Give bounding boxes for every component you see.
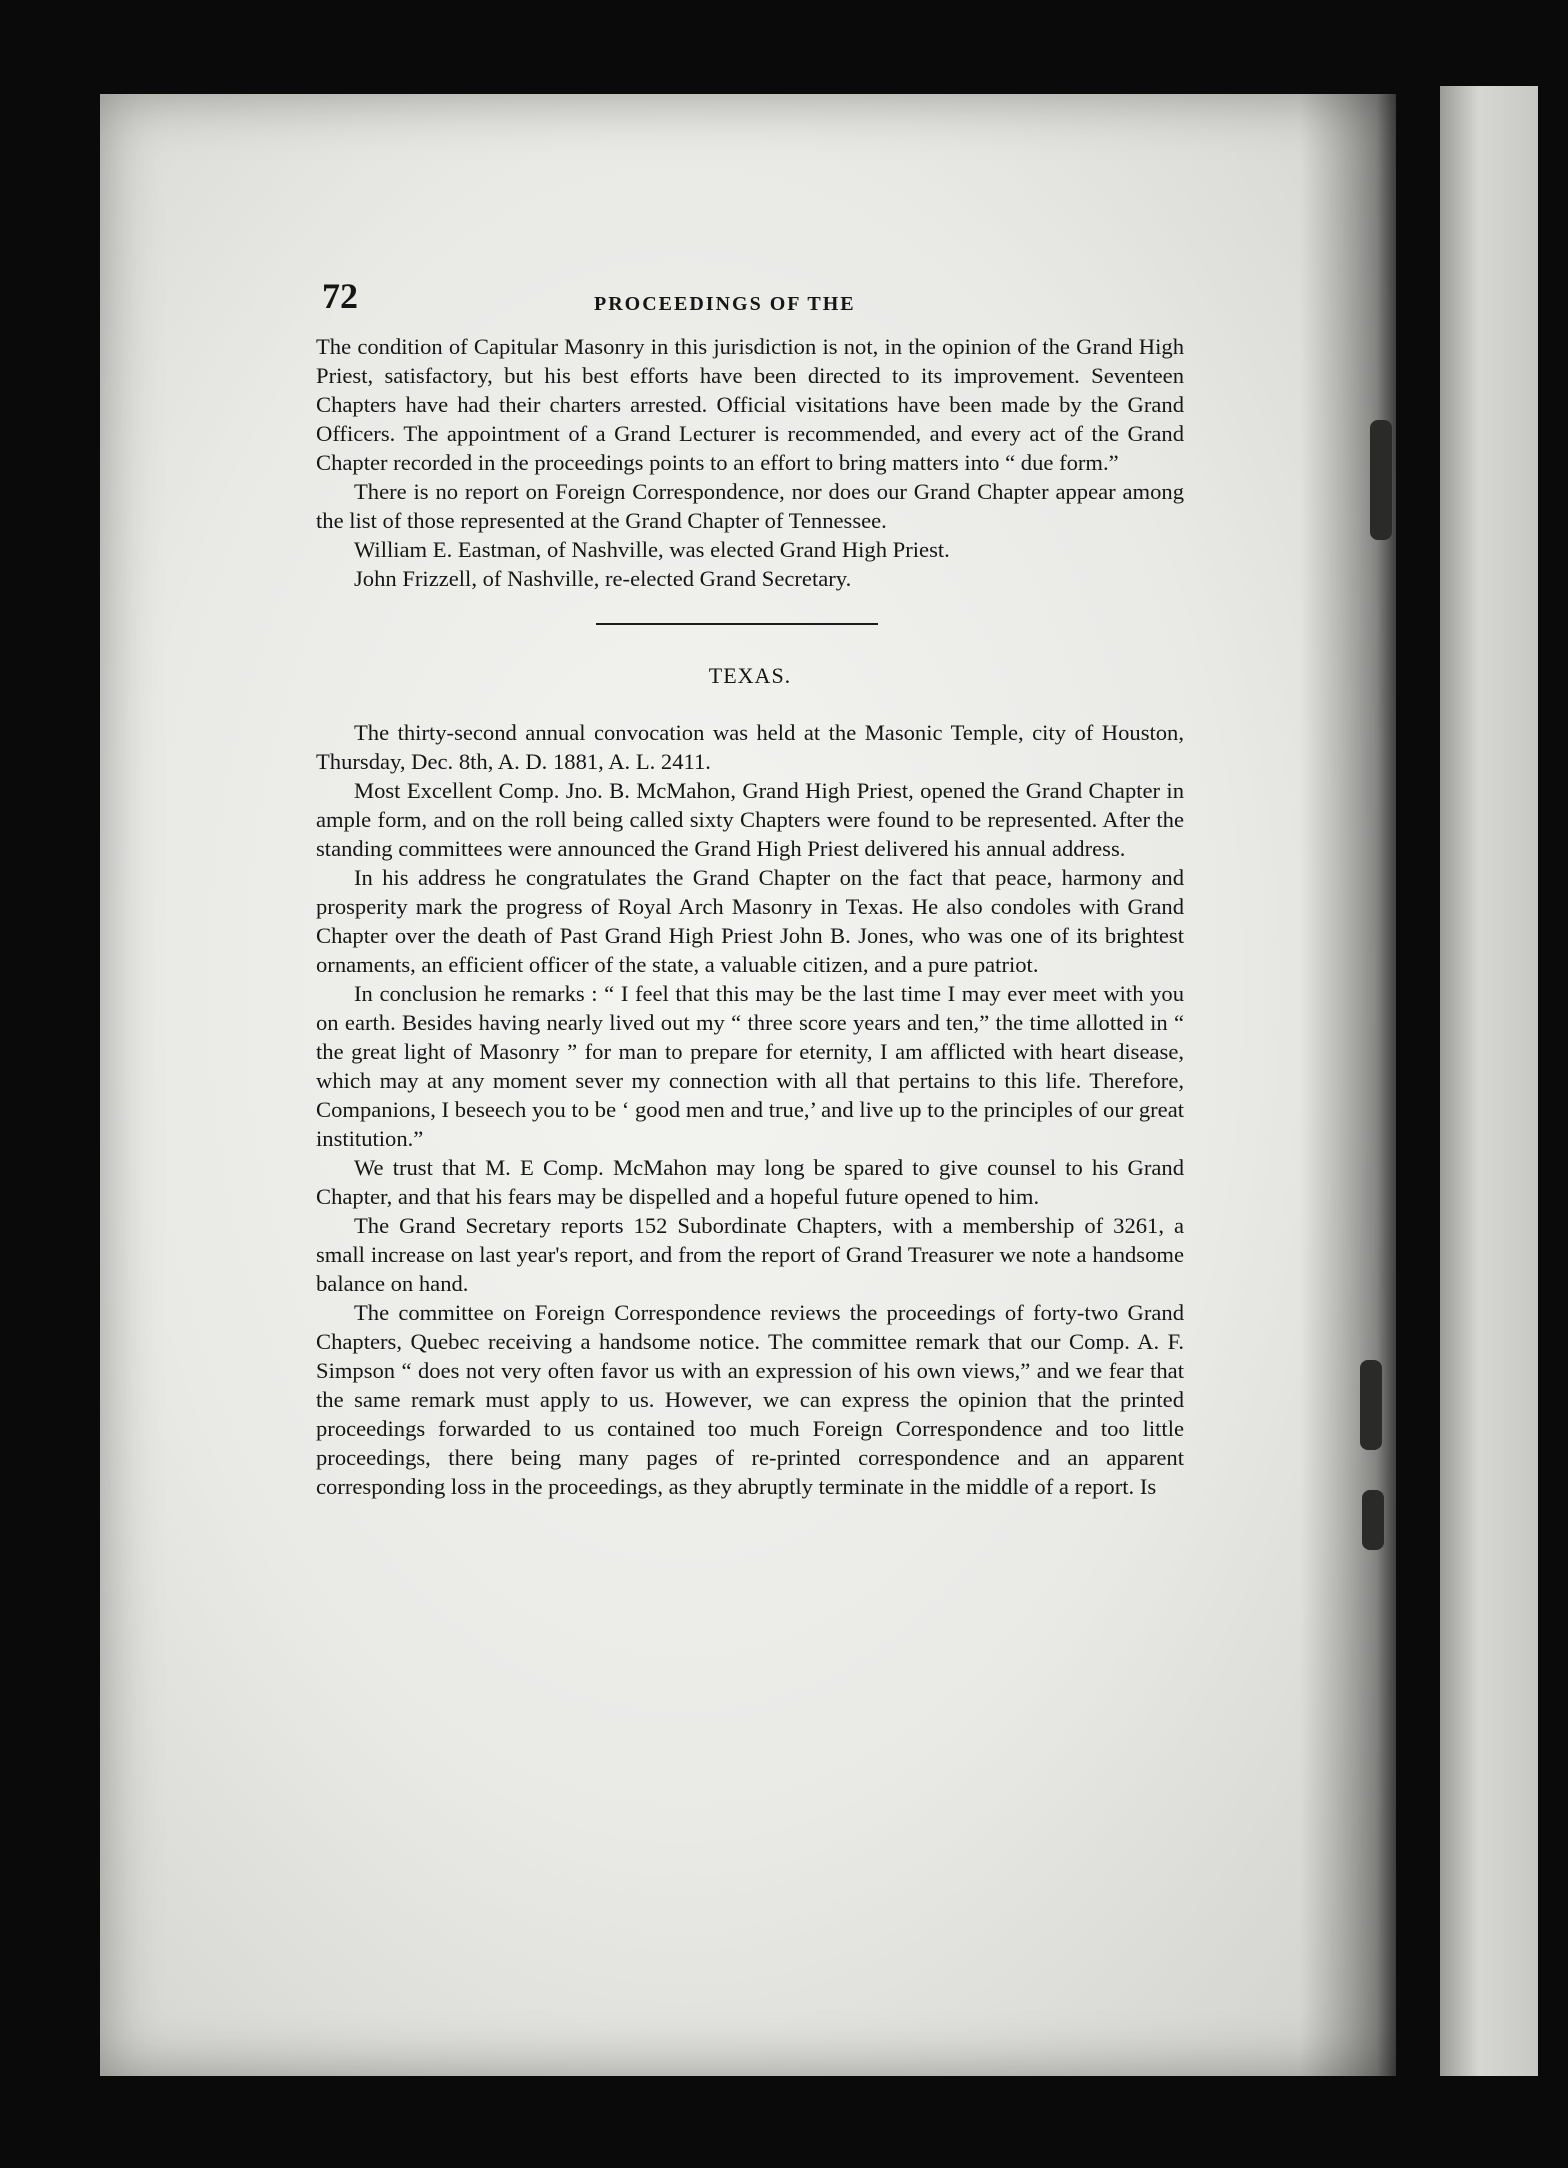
adjacent-page-edge bbox=[1440, 86, 1538, 2076]
page-text-block bbox=[316, 276, 1184, 1501]
paragraph: In his address he congratulates the Grand Chapter on the fact that peace, harmony and prosperity mark the progress of Royal Arch Masonry in Texas. He also condoles with Grand Chapter over the death of Past Grand High Priest John B. Jones, who was one of its brightest ornaments, an efficient officer of the state, a valuable citizen, and a pure patriot. bbox=[316, 865, 1184, 977]
paragraph: The thirty-second annual convocation was held at the Masonic Temple, city of Houston, Thursday, Dec. 8th, A. D. 1881, A. L. 2411. bbox=[316, 720, 1184, 774]
binding-clip bbox=[1362, 1490, 1384, 1550]
paragraph: William E. Eastman, of Nashville, was elected Grand High Priest. bbox=[354, 537, 950, 562]
paragraph: There is no report on Foreign Correspondence, nor does our Grand Chapter appear among the list of those represented at the Grand Chapter of Tennessee. bbox=[316, 479, 1184, 533]
running-head: PROCEEDINGS OF THE bbox=[594, 293, 856, 315]
divider-rule bbox=[596, 623, 878, 625]
section-divider bbox=[316, 593, 1184, 651]
binding-clip bbox=[1360, 1360, 1382, 1450]
binding-clip bbox=[1370, 420, 1392, 540]
paragraph: We trust that M. E Comp. McMahon may long be spared to give counsel to his Grand Chapter, and that his fears may be dispelled and a hopeful future opened to him. bbox=[316, 1155, 1184, 1209]
paragraph: The Grand Secretary reports 152 Subordinate Chapters, with a membership of 3261, a small increase on last year's report, and from the report of Grand Treasurer we note a handsome balance on hand. bbox=[316, 1213, 1184, 1296]
section-title: TEXAS. bbox=[708, 663, 792, 688]
gutter-shadow bbox=[1300, 94, 1396, 2076]
paragraph: Most Excellent Comp. Jno. B. McMahon, Grand High Priest, opened the Grand Chapter in ample form, and on the roll being called sixty Chapters were found to be represented. After the standing committees were announced the Grand High Priest delivered his annual address. bbox=[316, 778, 1184, 861]
paragraph: The condition of Capitular Masonry in this jurisdiction is not, in the opinion of the Grand High Priest, satisfactory, but his best efforts have been directed to its improvement. Seventeen Chapters have had their charters arrested. Official visitations have been made by the Grand Officers. The appointment of a Grand Lecturer is recommended, and every act of the Grand Chapter recorded in the proceedings points to an effort to bring matters into “ due form.” bbox=[316, 334, 1184, 475]
paragraph: In conclusion he remarks : “ I feel that this may be the last time I may ever meet with you on earth. Besides having nearly lived out my “ three score years and ten,” the time allotted in “ the great light of Masonry ” for man to prepare for eternity, I am afflicted with heart disease, which may at any moment sever my connection with all that pertains to this life. Therefore, Companions, I beseech you to be ‘ good men and true,’ and live up to the principles of our great institution.” bbox=[316, 981, 1184, 1151]
paragraph: The committee on Foreign Correspondence reviews the proceedings of forty-two Grand Chapters, Quebec receiving a handsome notice. The committee remark that our Comp. A. F. Simpson “ does not very often favor us with an expression of his own views,” and we fear that the same remark must apply to us. However, we can express the opinion that the printed proceedings forwarded to us contained too much Foreign Correspondence and too little proceedings, there being many pages of re-printed correspondence and an apparent corresponding loss in the proceedings, as they abruptly terminate in the middle of a report. Is bbox=[316, 1300, 1184, 1499]
paragraph: John Frizzell, of Nashville, re-elected Grand Secretary. bbox=[354, 566, 852, 591]
page-header bbox=[316, 276, 1184, 332]
page-number: 72 bbox=[322, 276, 358, 316]
